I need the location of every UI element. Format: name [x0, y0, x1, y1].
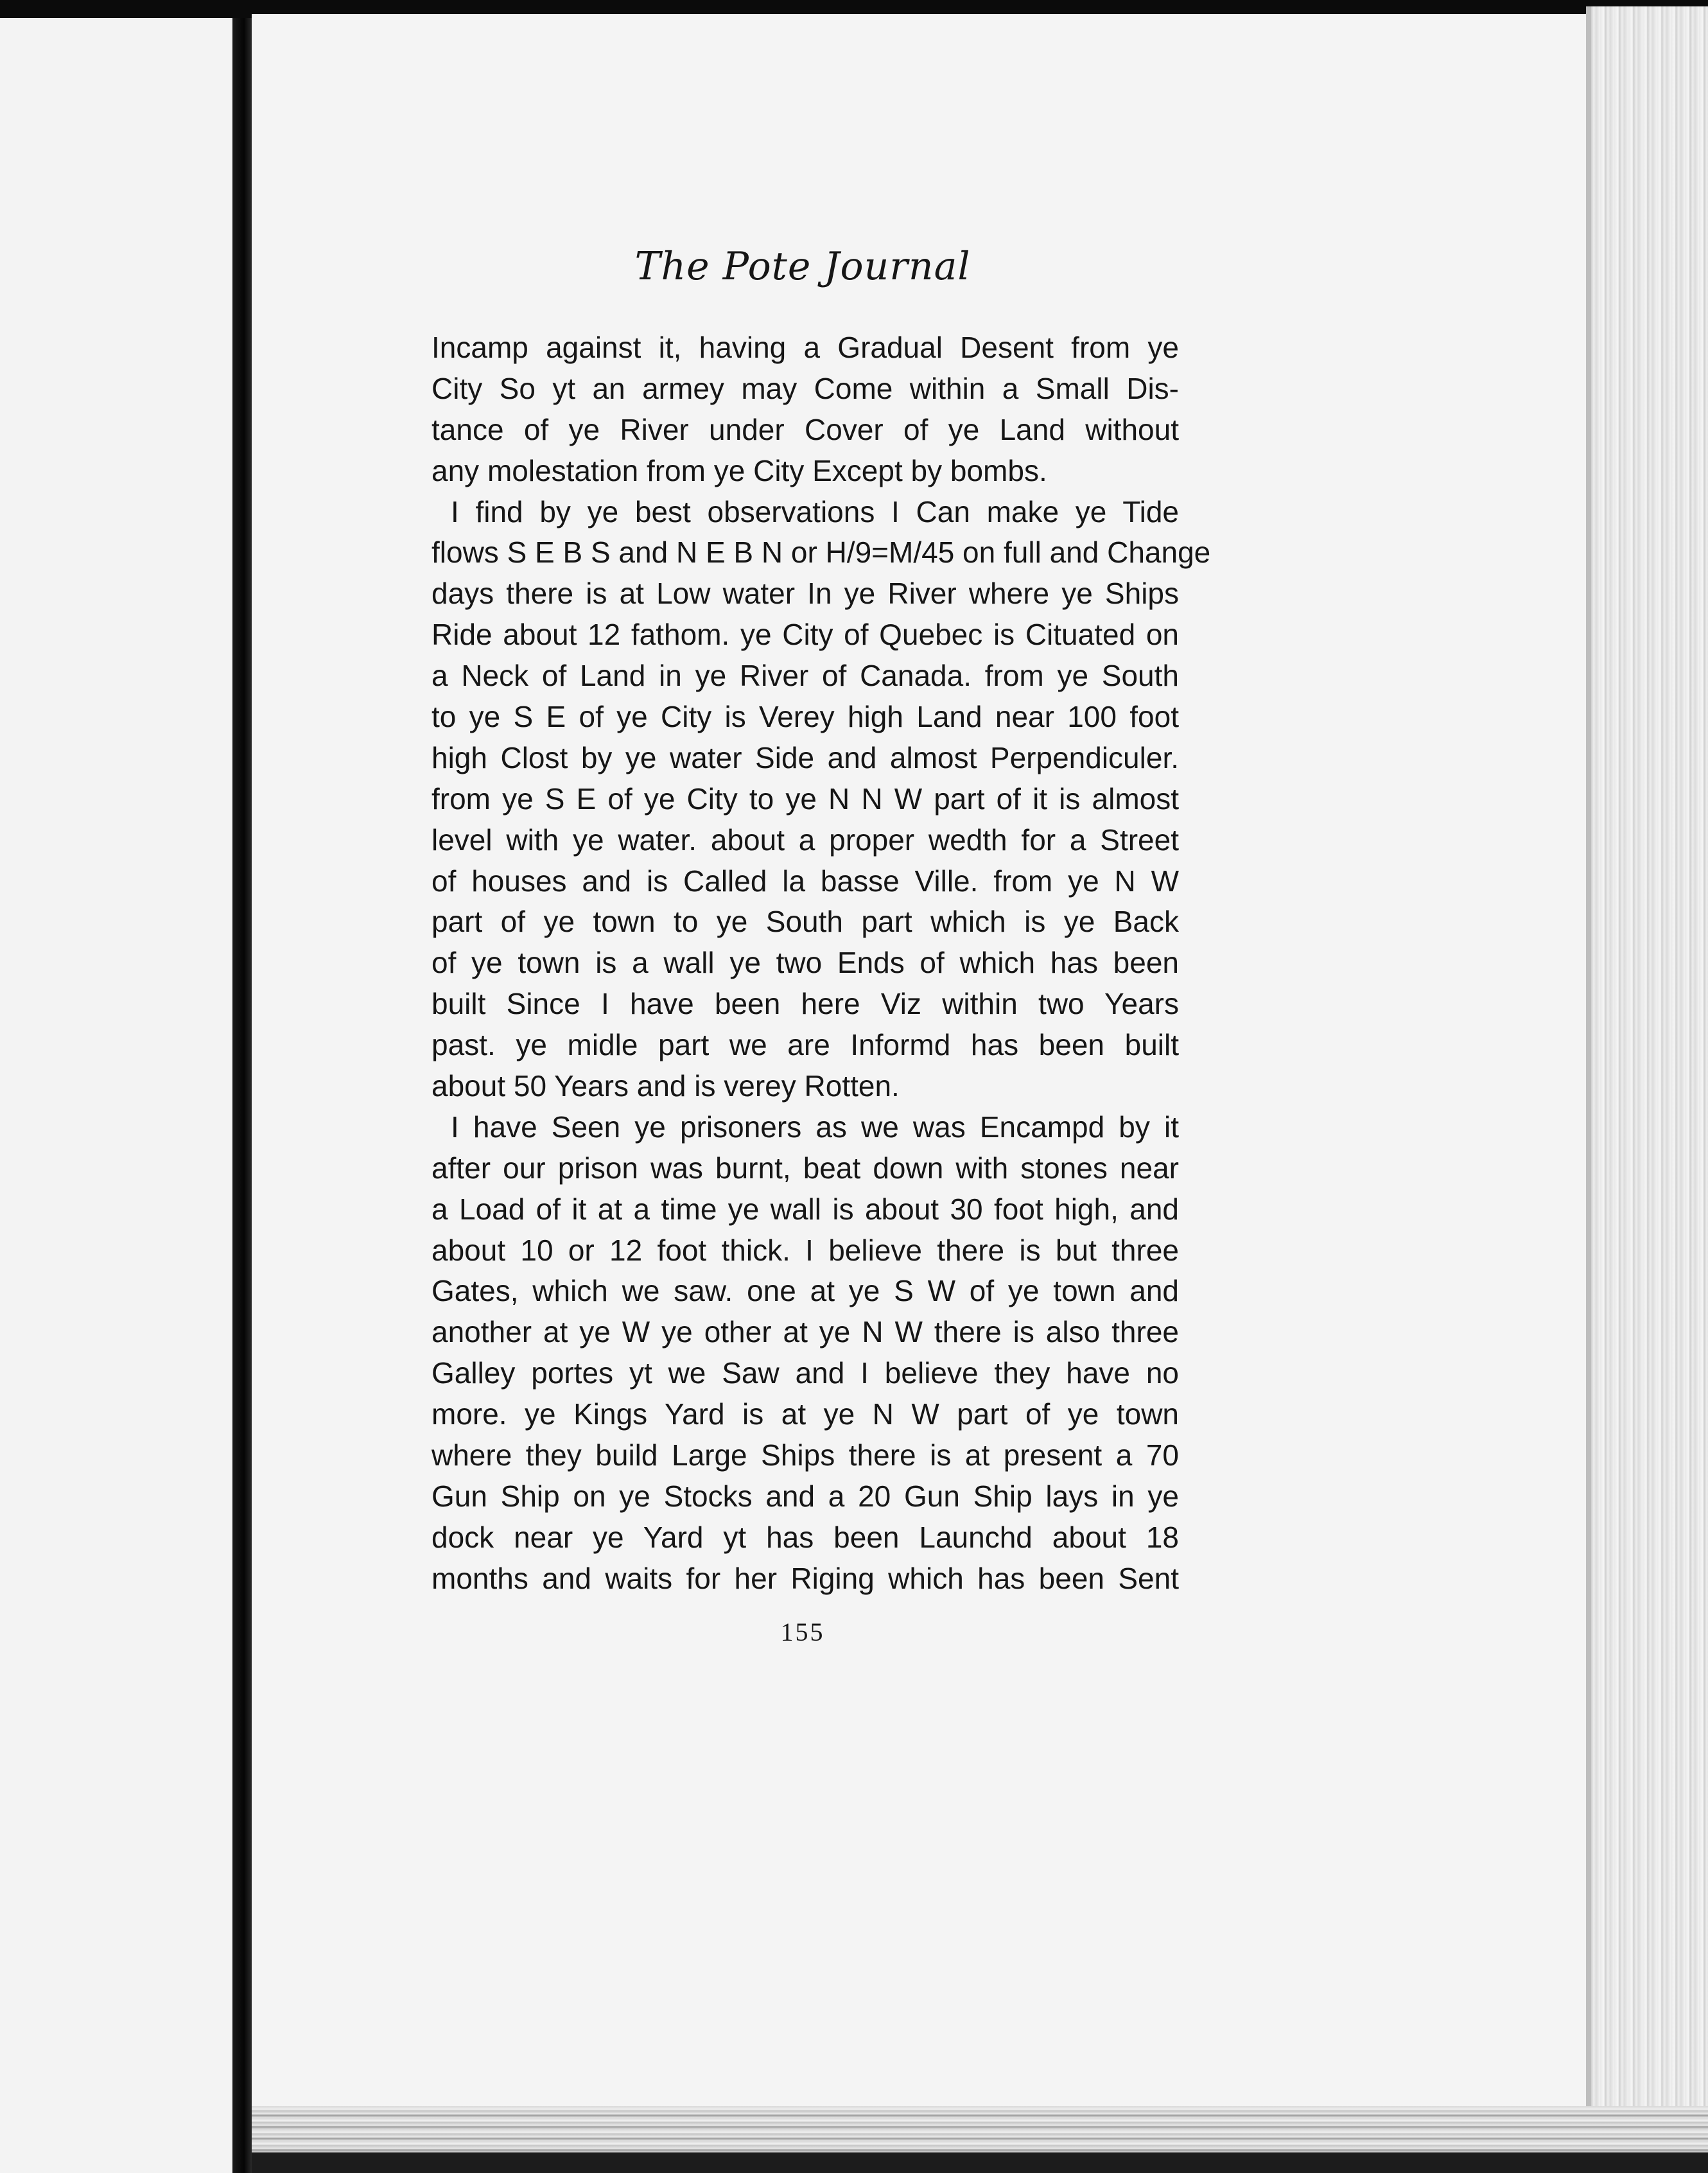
text-line: of houses and is Called la basse Ville. from ye N W [431, 864, 1179, 898]
text-line: any molestation from ye City Except by bombs. [431, 453, 1047, 487]
text-line: level with ye water. about a proper wedth for a Street [431, 823, 1179, 857]
page-number: 155 [780, 1618, 825, 1646]
text-line: dock near ye Yard yt has been Launchd about 18 [431, 1520, 1179, 1554]
text-line: I have Seen ye prisoners as we was Encampd by it [451, 1110, 1179, 1144]
text-line: Gates, which we saw. one at ye S W of ye town and [431, 1274, 1179, 1308]
text-line: about 10 or 12 foot thick. I believe there is but three [431, 1233, 1179, 1267]
text-line: Incamp against it, having a Gradual Desent from ye [431, 331, 1179, 364]
text-line: months and waits for her Riging which has been Sent [431, 1561, 1179, 1595]
page-edges [1586, 6, 1708, 2173]
text-line: flows S E B S and N E B N or H/9=M/45 on full and Change [431, 536, 1211, 570]
bottom-background [252, 2152, 1708, 2173]
book-gutter [232, 18, 252, 2173]
text-line: after our prison was burnt, beat down with stones near [431, 1151, 1179, 1185]
text-line: high Clost by ye water Side and almost Perpendiculer. [431, 740, 1179, 774]
text-line: to ye S E of ye City is Verey high Land near 100 foot [431, 700, 1179, 734]
text-line: I find by ye best observations I Can make ye Tide [451, 494, 1179, 528]
text-line: tance of ye River under Cover of ye Land without [431, 412, 1179, 446]
text-line: Galley portes yt we Saw and I believe they have no [431, 1356, 1179, 1390]
body-text [431, 327, 1211, 1600]
text-line: part of ye town to ye South part which is ye Back [431, 905, 1179, 939]
text-line: City So yt an armey may Come within a Small Dis- [431, 371, 1179, 405]
page-edge-shadow [1586, 6, 1591, 2173]
text-line: Ride about 12 fathom. ye City of Quebec is Cituated on [431, 618, 1179, 652]
text-line: another at ye W ye other at ye N W there is also three [431, 1315, 1179, 1349]
text-line: Gun Ship on ye Stocks and a 20 Gun Ship lays in ye [431, 1479, 1179, 1513]
running-head: The Pote Journal [634, 244, 971, 289]
text-line: more. ye Kings Yard is at ye N W part of ye town [431, 1397, 1179, 1431]
text-line: days there is at Low water In ye River where ye Ships [431, 577, 1179, 611]
text-line: a Neck of Land in ye River of Canada. from ye South [431, 659, 1179, 693]
text-line: past. ye midle part we are Informd has been built [431, 1028, 1179, 1062]
left-page [0, 18, 232, 2173]
text-line: from ye S E of ye City to ye N N W part of it is almost [431, 781, 1179, 816]
text-line: a Load of it at a time ye wall is about 30 foot high, and [431, 1192, 1179, 1226]
text-line: about 50 Years and is verey Rotten. [431, 1069, 900, 1103]
text-line: where they build Large Ships there is at present a 70 [431, 1438, 1179, 1472]
text-line: built Since I have been here Viz within two Years [431, 987, 1179, 1021]
text-line: of ye town is a wall ye two Ends of which has been [431, 946, 1179, 980]
